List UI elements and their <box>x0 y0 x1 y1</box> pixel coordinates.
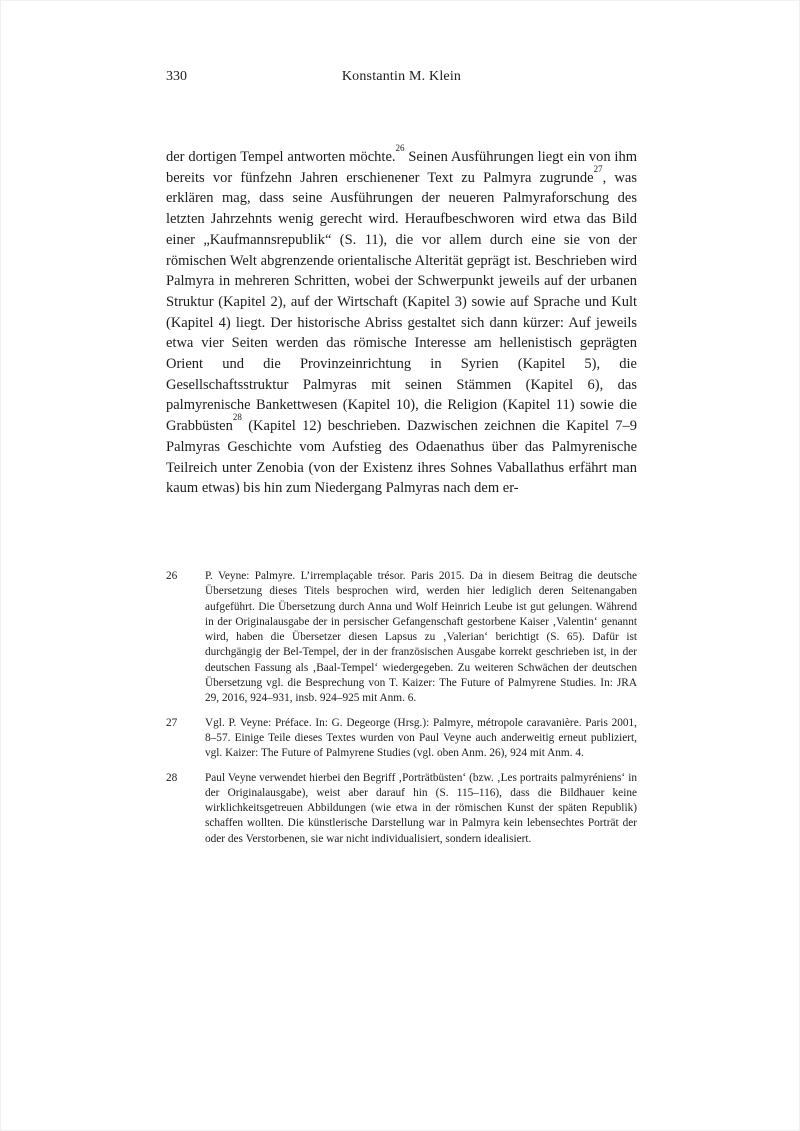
footnote-ref-26: 26 <box>395 143 405 154</box>
footnote-text: Paul Veyne verwendet hierbei den Begriff ‚Porträtbüsten‘ (bzw. ‚Les portraits palmyréniens‘ in der Originalausgabe), weist aber darauf hin (S. 115–116), dass die Bildhauer keine wirklichkeitsgetreuen Abbildungen (wie etwa in der römischen Kunst der späten Republik) schaffen wollten. Die künstlerische Darstellung war in Palmyra kein lebensechtes Porträt der oder des Verstorbenen, sie war nicht individualisiert, sondern idealisiert. <box>205 771 637 845</box>
footnote-ref-27: 27 <box>593 163 603 174</box>
main-text-block <box>166 143 637 499</box>
footnote-text: Vgl. P. Veyne: Préface. In: G. Degeorge (Hrsg.): Palmyre, métropole caravanière. Paris 2001, 8–57. Einige Teile dieses Textes wurden von Paul Veyne auch anderweitig erneut publiziert, vgl. Kaizer: The Future of Palmyrene Studies (vgl. oben Anm. 26), 924 mit Anm. 4. <box>205 716 637 760</box>
body-text-segment: Seinen Ausführungen liegt ein von ihm bereits vor fünfzehn Jahren erschienener Text zu Palmyra zugrunde <box>166 149 637 186</box>
page-header <box>166 69 637 89</box>
body-paragraph <box>166 143 637 499</box>
footnote-item-26 <box>166 569 637 707</box>
footnote-item-28 <box>166 771 637 847</box>
body-text-segment: (Kapitel 12) beschrieben. Dazwischen zeichnen die Kapitel 7–9 Palmyras Geschichte vom Aufstieg des Odaenathus über das Palmyrenische Teilreich unter Zenobia (von der Existenz ihres Sohnes Vaballathus erfährt man kaum etwas) bis hin zum Niedergang Palmyras nach dem er- <box>166 418 637 497</box>
footnote-number: 28 <box>166 771 178 784</box>
footnote-text: P. Veyne: Palmyre. L’irremplaçable trésor. Paris 2015. Da in diesem Beitrag die deutsche Übersetzung dieses Titels besprochen wird, werden hier lediglich deren Seitenangaben aufgeführt. Die Übersetzung durch Anna und Wolf Heinrich Leube ist gut gelungen. Während in der Originalausgabe der in persischer Gefangenschaft gestorbene Kaiser ‚Valentin‘ genannt wird, haben die Übersetzer diesen Lapsus zu ‚Valerian‘ berichtigt (S. 65). Dafür ist durchgängig der Bel-Tempel, der in der französischen Ausgabe korrekt geschrieben ist, in der deutschen Fassung als ‚Baal-Tempel‘ wiedergegeben. Zu weiteren Schwächen der deutschen Übersetzung vgl. die Besprechung von T. Kaizer: The Future of Palmyrene Studies. In: JRA 29, 2016, 924–931, insb. 924–925 mit Anm. 6. <box>205 570 637 705</box>
body-text-segment: der dortigen Tempel antworten möchte. <box>166 149 396 165</box>
footnotes-section <box>166 569 637 856</box>
body-text-segment: , was erklären mag, dass seine Ausführungen der neueren Palmyraforschung des letzten Jahrzehnts wenig gerecht wird. Heraufbeschworen wird etwa das Bild einer „Kaufmannsrepublik“ (S. 11), die vor allem durch eine sie von der römischen Welt abgrenzende orientalische Alterität geprägt ist. Beschrieben wird Palmyra in mehreren Schritten, wobei der Schwerpunkt jeweils auf der urbanen Struktur (Kapitel 2), auf der Wirtschaft (Kapitel 3) sowie auf Sprache und Kult (Kapitel 4) liegt. Der historische Abriss gestaltet sich dann kürzer: Auf jeweils etwa vier Seiten werden das römische Interesse am hellenistisch geprägten Orient und die Provinzeinrichtung in Syrien (Kapitel 5), die Gesellschaftsstruktur Palmyras mit seinen Stämmen (Kapitel 6), das palmyrenische Bankettwesen (Kapitel 10), die Religion (Kapitel 11) sowie die Grabbüsten <box>166 169 637 435</box>
footnote-ref-28: 28 <box>232 412 242 423</box>
footnote-item-27 <box>166 716 637 762</box>
footnote-number: 27 <box>166 716 178 729</box>
footnote-number: 26 <box>166 570 178 582</box>
page-number: 330 <box>166 69 187 84</box>
running-head-author: Konstantin M. Klein <box>341 69 462 84</box>
